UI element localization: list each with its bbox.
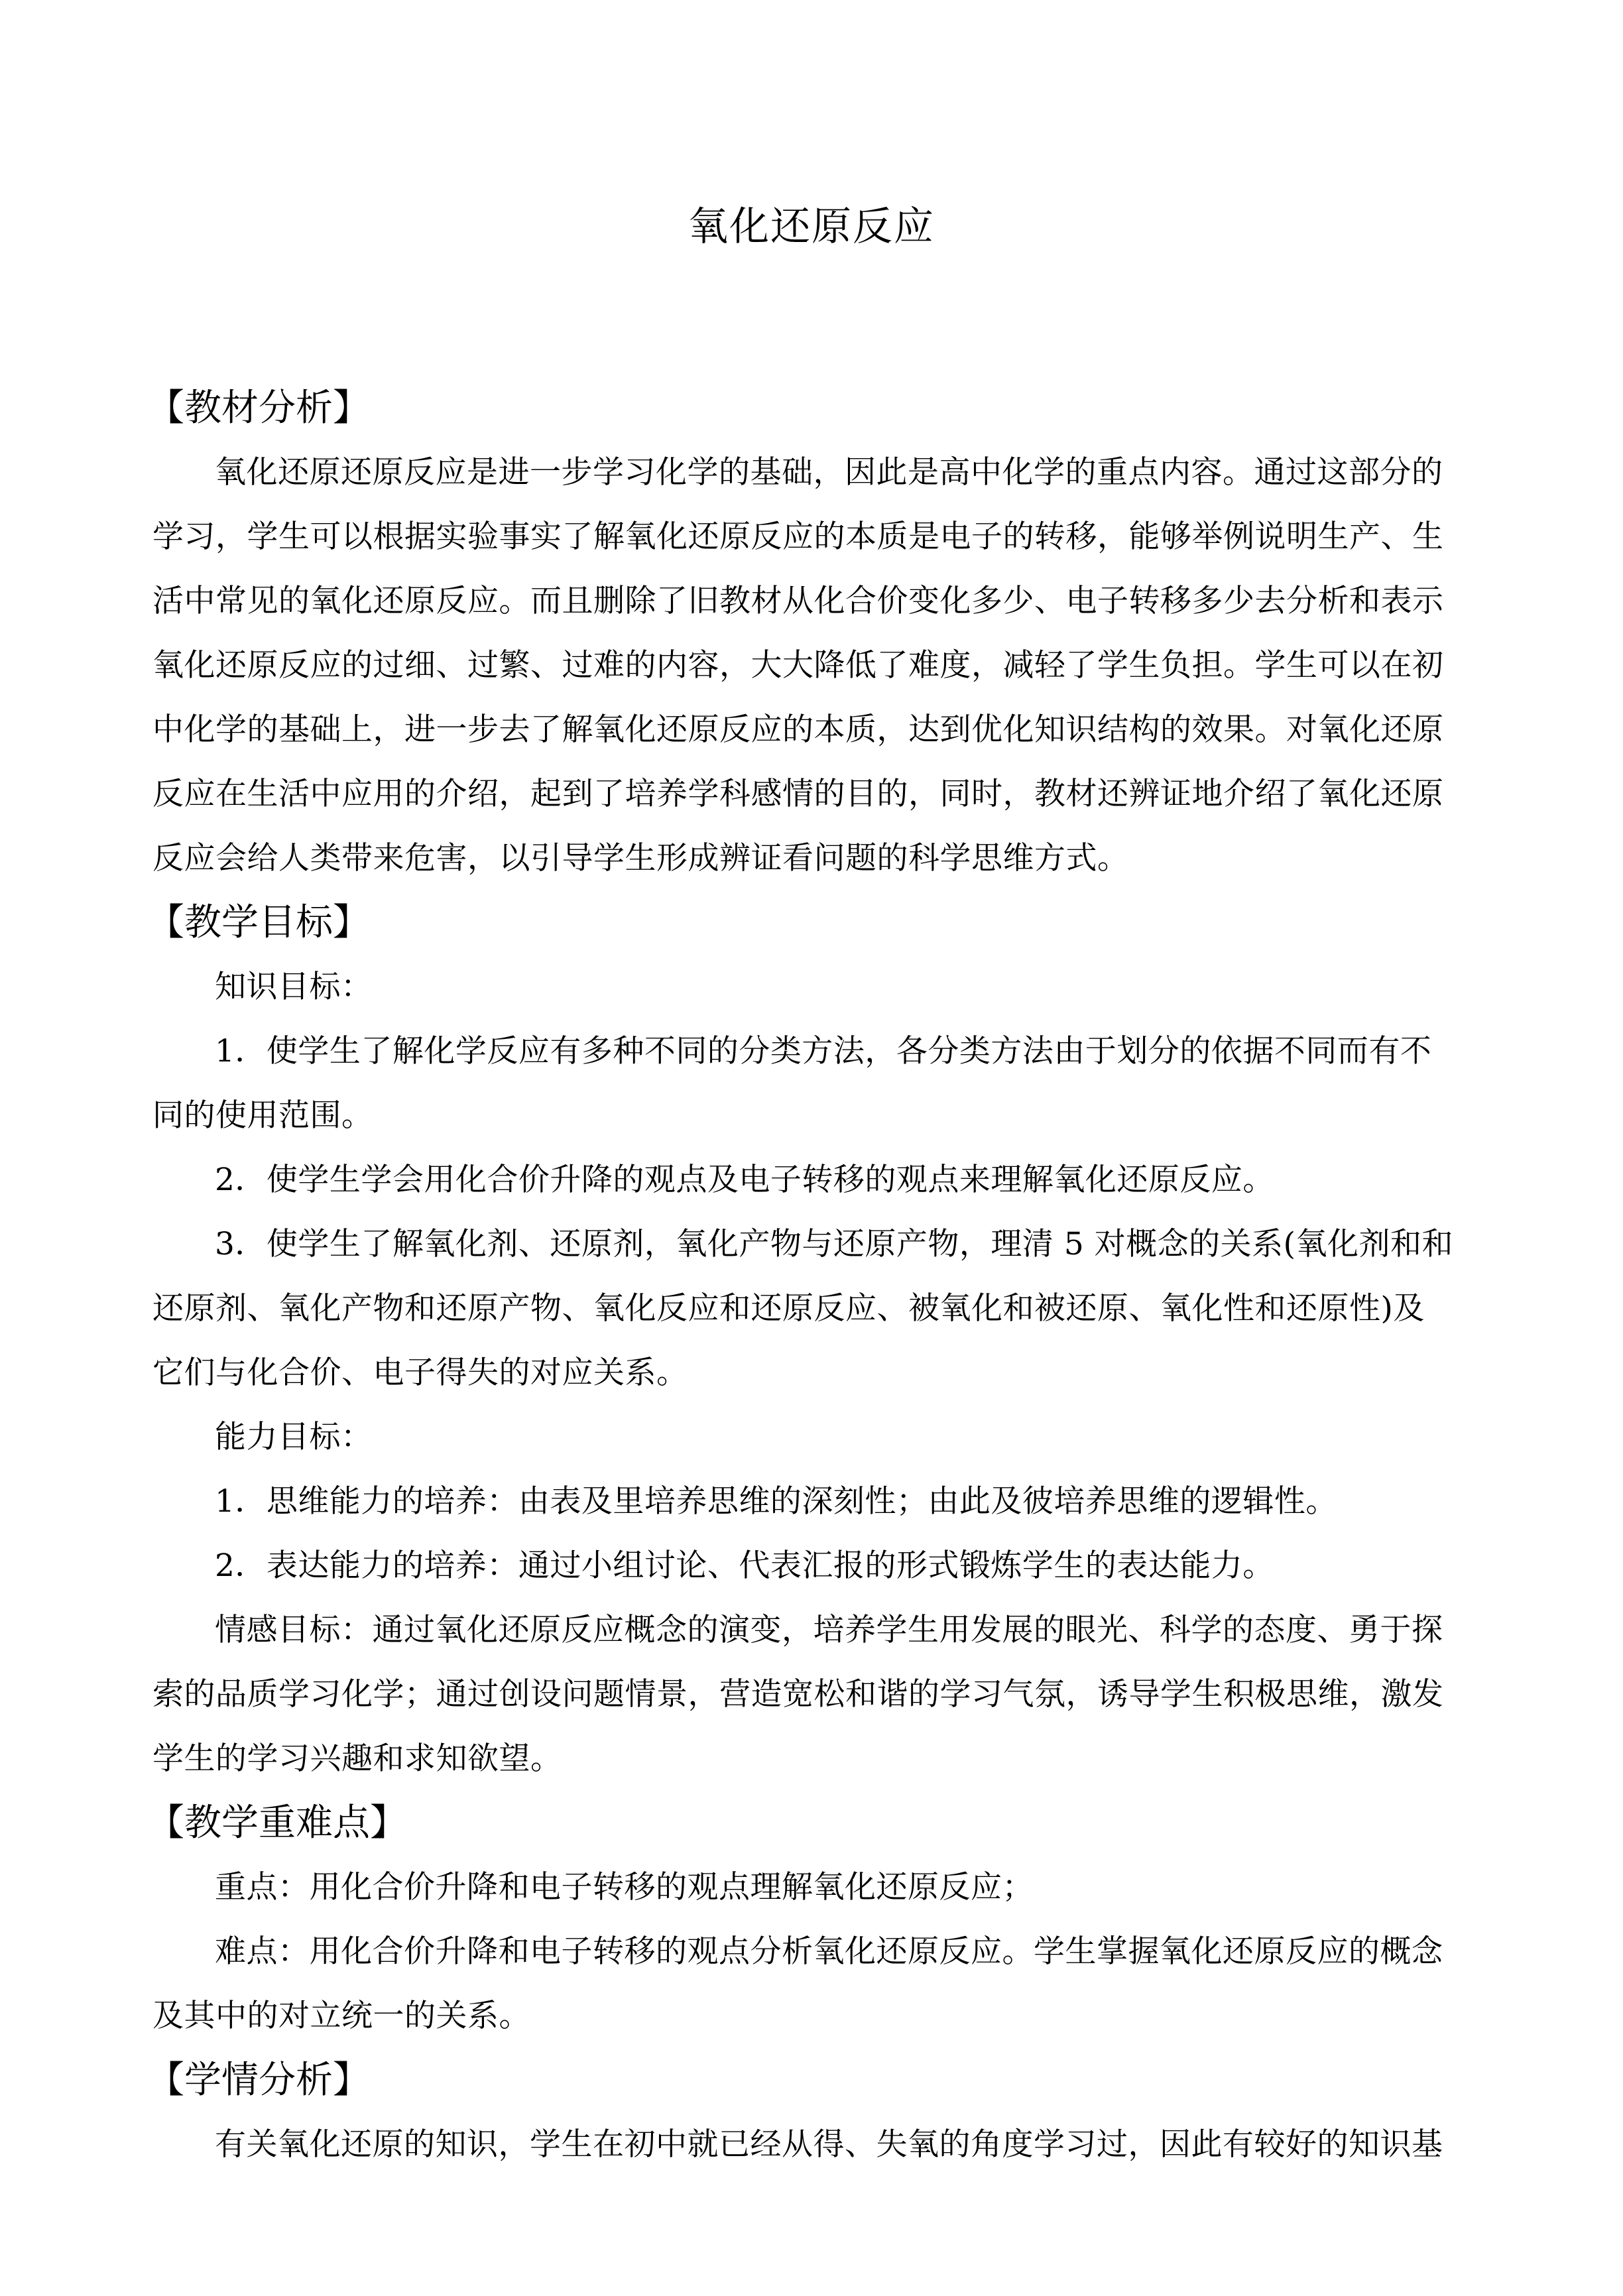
knowledge-goal-3 (152, 1212, 1492, 1405)
key-point: 重点：用化合价升降和电子转移的观点理解氧化还原反应； (215, 1869, 1034, 1905)
text-line: 同的使用范围。 (152, 1097, 373, 1134)
text-line: 学习，学生可以根据实验事实了解氧化还原反应的本质是电子的转移，能够举例说明生产、生 (152, 518, 1444, 555)
section-heading-key-difficult-points: 【教学重难点】 (147, 1801, 407, 1844)
knowledge-goal-1 (152, 1019, 1492, 1148)
textbook-analysis-paragraph (152, 440, 1492, 890)
text-line: 反应在生活中应用的介绍，起到了培养学科感情的目的，同时，教材还辨证地介绍了氧化还原 (152, 776, 1444, 812)
text-line: 氧化还原还原反应是进一步学习化学的基础，因此是高中化学的重点内容。通过这部分的 (215, 454, 1443, 491)
page-title: 氧化还原反应 (688, 204, 935, 250)
ability-goal-1: 1．思维能力的培养：由表及里培养思维的深刻性；由此及彼培养思维的逻辑性。 (215, 1483, 1337, 1520)
section-heading-teaching-goals: 【教学目标】 (147, 901, 370, 944)
text-line: 有关氧化还原的知识，学生在初中就已经从得、失氧的角度学习过，因此有较好的知识基 (215, 2126, 1443, 2163)
emotion-goal (152, 1598, 1492, 1791)
text-line: 学生的学习兴趣和求知欲望。 (152, 1740, 562, 1777)
text-line: 还原剂、氧化产物和还原产物、氧化反应和还原反应、被氧化和被还原、氧化性和还原性)及 (152, 1290, 1425, 1327)
text-line: 反应会给人类带来危害，以引导学生形成辨证看问题的科学思维方式。 (152, 840, 1129, 876)
ability-goals-label: 能力目标： (215, 1419, 373, 1455)
knowledge-goal-2: 2．使学生学会用化合价升降的观点及电子转移的观点来理解氧化还原反应。 (215, 1162, 1274, 1198)
text-line: 氧化还原反应的过细、过繁、过难的内容，大大降低了难度，减轻了学生负担。学生可以在初 (152, 647, 1444, 684)
text-line: 及其中的对立统一的关系。 (152, 1998, 530, 2034)
text-line: 中化学的基础上，进一步去了解氧化还原反应的本质，达到优化知识结构的效果。对氧化还原 (152, 711, 1444, 748)
section-heading-textbook-analysis: 【教材分析】 (147, 387, 370, 430)
text-line: 索的品质学习化学；通过创设问题情景，营造宽松和谐的学习气氛，诱导学生积极思维，激发 (152, 1676, 1444, 1713)
document-body (147, 376, 1492, 2177)
section-heading-learner-analysis: 【学情分析】 (147, 2059, 370, 2102)
text-line: 情感目标：通过氧化还原反应概念的演变，培养学生用发展的眼光、科学的态度、勇于探 (215, 1612, 1443, 1648)
knowledge-goals-label: 知识目标： (215, 969, 373, 1005)
text-line: 活中常见的氧化还原反应。而且删除了旧教材从化合价变化多少、电子转移多少去分析和表示 (152, 583, 1444, 619)
difficult-point (152, 1919, 1492, 2048)
text-line: 3．使学生了解氧化剂、还原剂，氧化产物与还原产物，理清 5 对概念的关系(氧化剂和和 (215, 1226, 1454, 1262)
text-line: 它们与化合价、电子得失的对应关系。 (152, 1355, 688, 1391)
text-line: 1．使学生了解化学反应有多种不同的分类方法，各分类方法由于划分的依据不同而有不 (215, 1033, 1432, 1069)
text-line: 难点：用化合价升降和电子转移的观点分析氧化还原反应。学生掌握氧化还原反应的概念 (215, 1933, 1443, 1970)
ability-goal-2: 2．表达能力的培养：通过小组讨论、代表汇报的形式锻炼学生的表达能力。 (215, 1547, 1274, 1584)
